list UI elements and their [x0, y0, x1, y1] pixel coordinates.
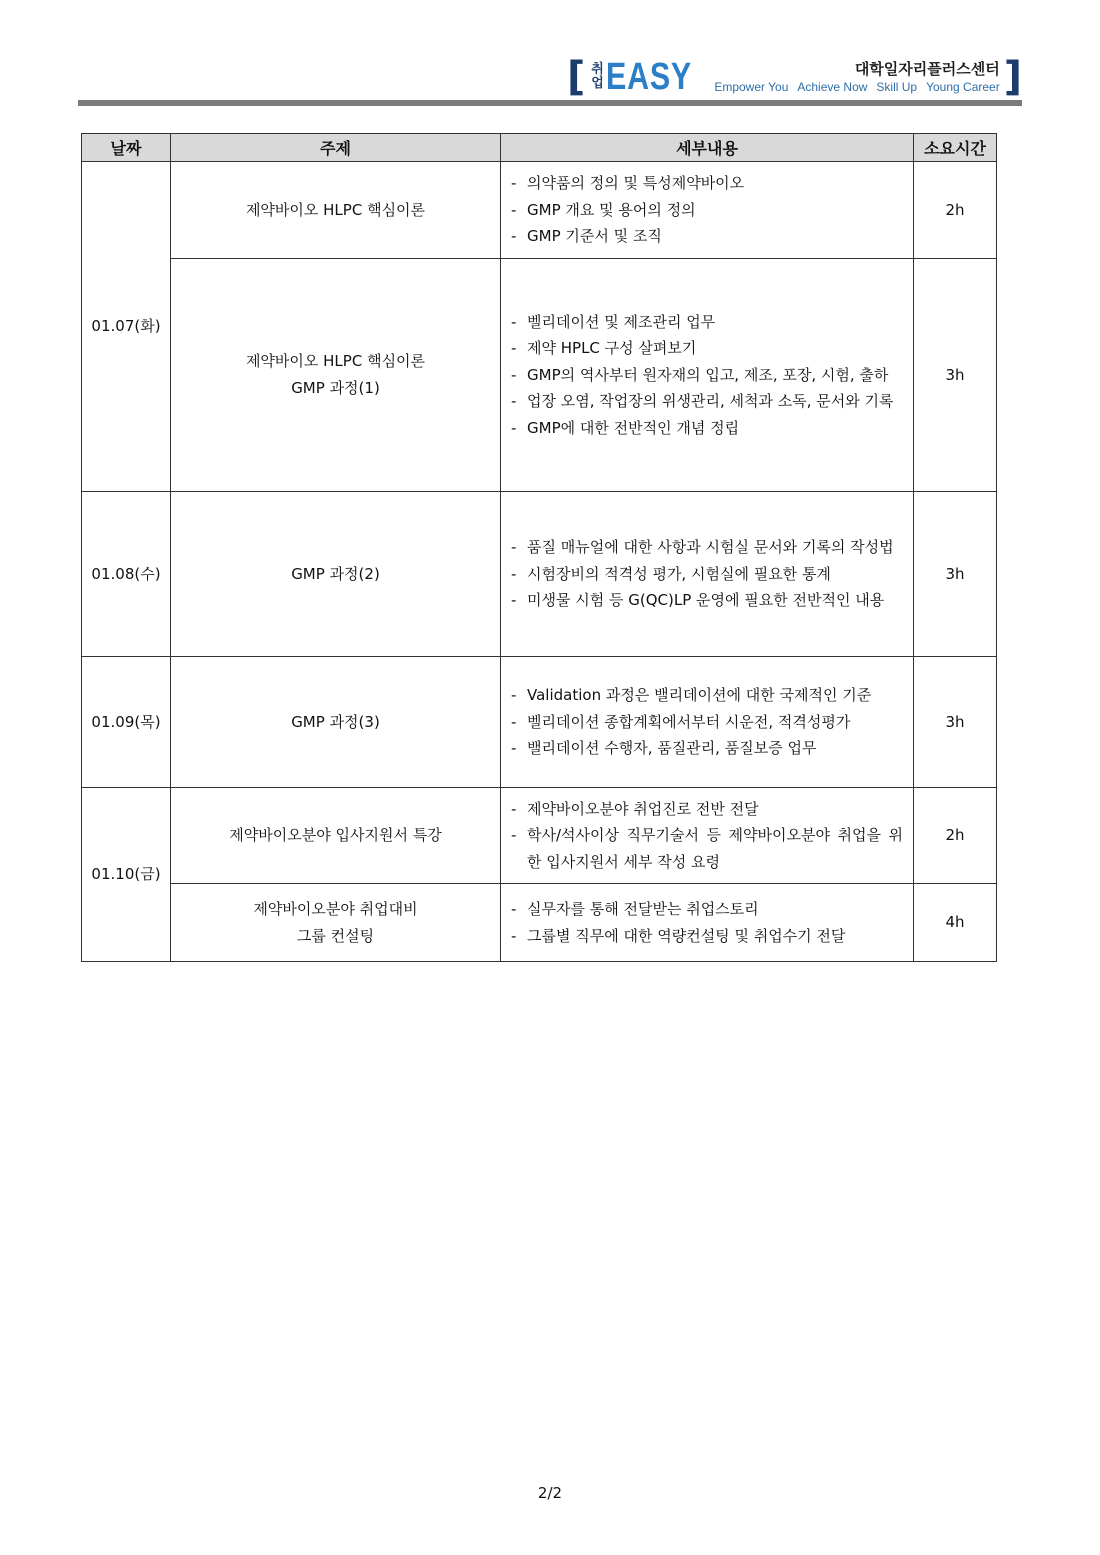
column-header-time: 소요시간: [914, 134, 997, 162]
detail-item: - 품질 매뉴얼에 대한 사항과 시험실 문서와 기록의 작성법: [509, 534, 903, 561]
date-cell: 01.08(수): [82, 492, 171, 657]
logo-prefix-bottom: 업: [591, 76, 604, 91]
time-cell: 4h: [914, 884, 997, 962]
detail-item: - 벨리데이션 및 제조관리 업무: [509, 309, 903, 336]
detail-item: - 밸리데이션 수행자, 품질관리, 품질보증 업무: [509, 735, 903, 762]
table-row: [82, 884, 997, 962]
topic-cell: [171, 492, 501, 657]
detail-item: - GMP의 역사부터 원자재의 입고, 제조, 포장, 시험, 출하: [509, 362, 903, 389]
header-divider: [78, 100, 1022, 106]
page-header: [78, 40, 1022, 110]
table-row: [82, 657, 997, 788]
detail-list: [509, 534, 903, 614]
details-cell: [501, 162, 914, 259]
topic-line: GMP 과정(2): [291, 564, 380, 583]
topic-line: GMP 과정(1): [291, 379, 380, 397]
topic-cell: [171, 259, 501, 492]
details-cell: [501, 884, 914, 962]
details-cell: [501, 657, 914, 788]
center-name: 대학일자리플러스센터: [854, 60, 1000, 78]
detail-list: [509, 896, 903, 949]
logo-right-bracket: ]: [1003, 54, 1022, 100]
tagline: Achieve Now: [797, 80, 868, 94]
details-cell: [501, 259, 914, 492]
time-cell: 2h: [914, 788, 997, 884]
topic-line: 제약바이오분야 취업대비: [253, 899, 418, 918]
detail-item: - 실무자를 통해 전달받는 취업스토리: [509, 896, 903, 923]
detail-item: - 의약품의 정의 및 특성제약바이오: [509, 170, 903, 197]
topic-cell: [171, 884, 501, 962]
details-cell: [501, 788, 914, 884]
tagline-row: [705, 79, 999, 95]
detail-item: - GMP에 대한 전반적인 개념 정립: [509, 415, 903, 442]
detail-item: - 제약바이오분야 취업진로 전반 전달: [509, 796, 903, 823]
logo-left-bracket: [: [566, 54, 586, 100]
table-row: [82, 259, 997, 492]
detail-item: - 벨리데이션 종합계획에서부터 시운전, 적격성평가: [509, 709, 903, 736]
column-header-topic: 주제: [171, 134, 501, 162]
center-logo: [567, 55, 1022, 99]
detail-item: - GMP 기준서 및 조직: [509, 223, 903, 250]
date-cell: 01.07(화): [82, 162, 171, 492]
detail-item: - 제약 HPLC 구성 살펴보기: [509, 335, 903, 362]
time-cell: 3h: [914, 259, 997, 492]
topic-line: 제약바이오 HLPC 핵심이론: [245, 352, 426, 370]
detail-item: - 그룹별 직무에 대한 역량컨설팅 및 취업수기 전달: [509, 923, 903, 950]
date-cell: 01.10(금): [82, 788, 171, 962]
tagline: Skill Up: [876, 80, 918, 94]
detail-item: - 미생물 시험 등 G(QC)LP 운영에 필요한 전반적인 내용: [509, 587, 903, 614]
time-cell: 2h: [914, 162, 997, 259]
table-header-row: [82, 134, 997, 162]
logo-taglines: [705, 59, 999, 95]
detail-item: - 학사/석사이상 직무기술서 등 제약바이오분야 취업을 위한 입사지원서 세부 작성 요령: [509, 822, 903, 875]
detail-item: - Validation 과정은 밸리데이션에 대한 국제적인 기준: [509, 682, 903, 709]
detail-list: [509, 796, 903, 876]
topic-line: GMP 과정(3): [291, 712, 380, 731]
table-row: [82, 492, 997, 657]
detail-list: [509, 309, 903, 442]
detail-list: [509, 682, 903, 762]
topic-cell: [171, 788, 501, 884]
topic-cell: [171, 657, 501, 788]
logo-prefix: [591, 63, 604, 91]
column-header-details: 세부내용: [501, 134, 914, 162]
logo-word: EASY: [605, 56, 692, 98]
topic-cell: [171, 162, 501, 259]
detail-item: - 업장 오염, 작업장의 위생관리, 세척과 소독, 문서와 기록: [509, 388, 903, 415]
schedule-table: [81, 133, 997, 962]
time-cell: 3h: [914, 492, 997, 657]
details-cell: [501, 492, 914, 657]
tagline: Young Career: [926, 80, 1000, 94]
logo-prefix-top: 취: [591, 62, 604, 77]
page-number: 2/2: [537, 1484, 563, 1502]
topic-line: 제약바이오분야 입사지원서 특강: [229, 826, 442, 844]
detail-list: [509, 170, 903, 250]
table-row: [82, 788, 997, 884]
date-cell: 01.09(목): [82, 657, 171, 788]
topic-line: 그룹 컨설팅: [296, 926, 375, 945]
table-row: [82, 162, 997, 259]
time-cell: 3h: [914, 657, 997, 788]
detail-item: - GMP 개요 및 용어의 정의: [509, 197, 903, 224]
tagline: Empower You: [714, 80, 789, 94]
detail-item: - 시험장비의 적격성 평가, 시험실에 필요한 통계: [509, 561, 903, 588]
column-header-date: 날짜: [82, 134, 171, 162]
topic-line: 제약바이오 HLPC 핵심이론: [245, 200, 426, 219]
